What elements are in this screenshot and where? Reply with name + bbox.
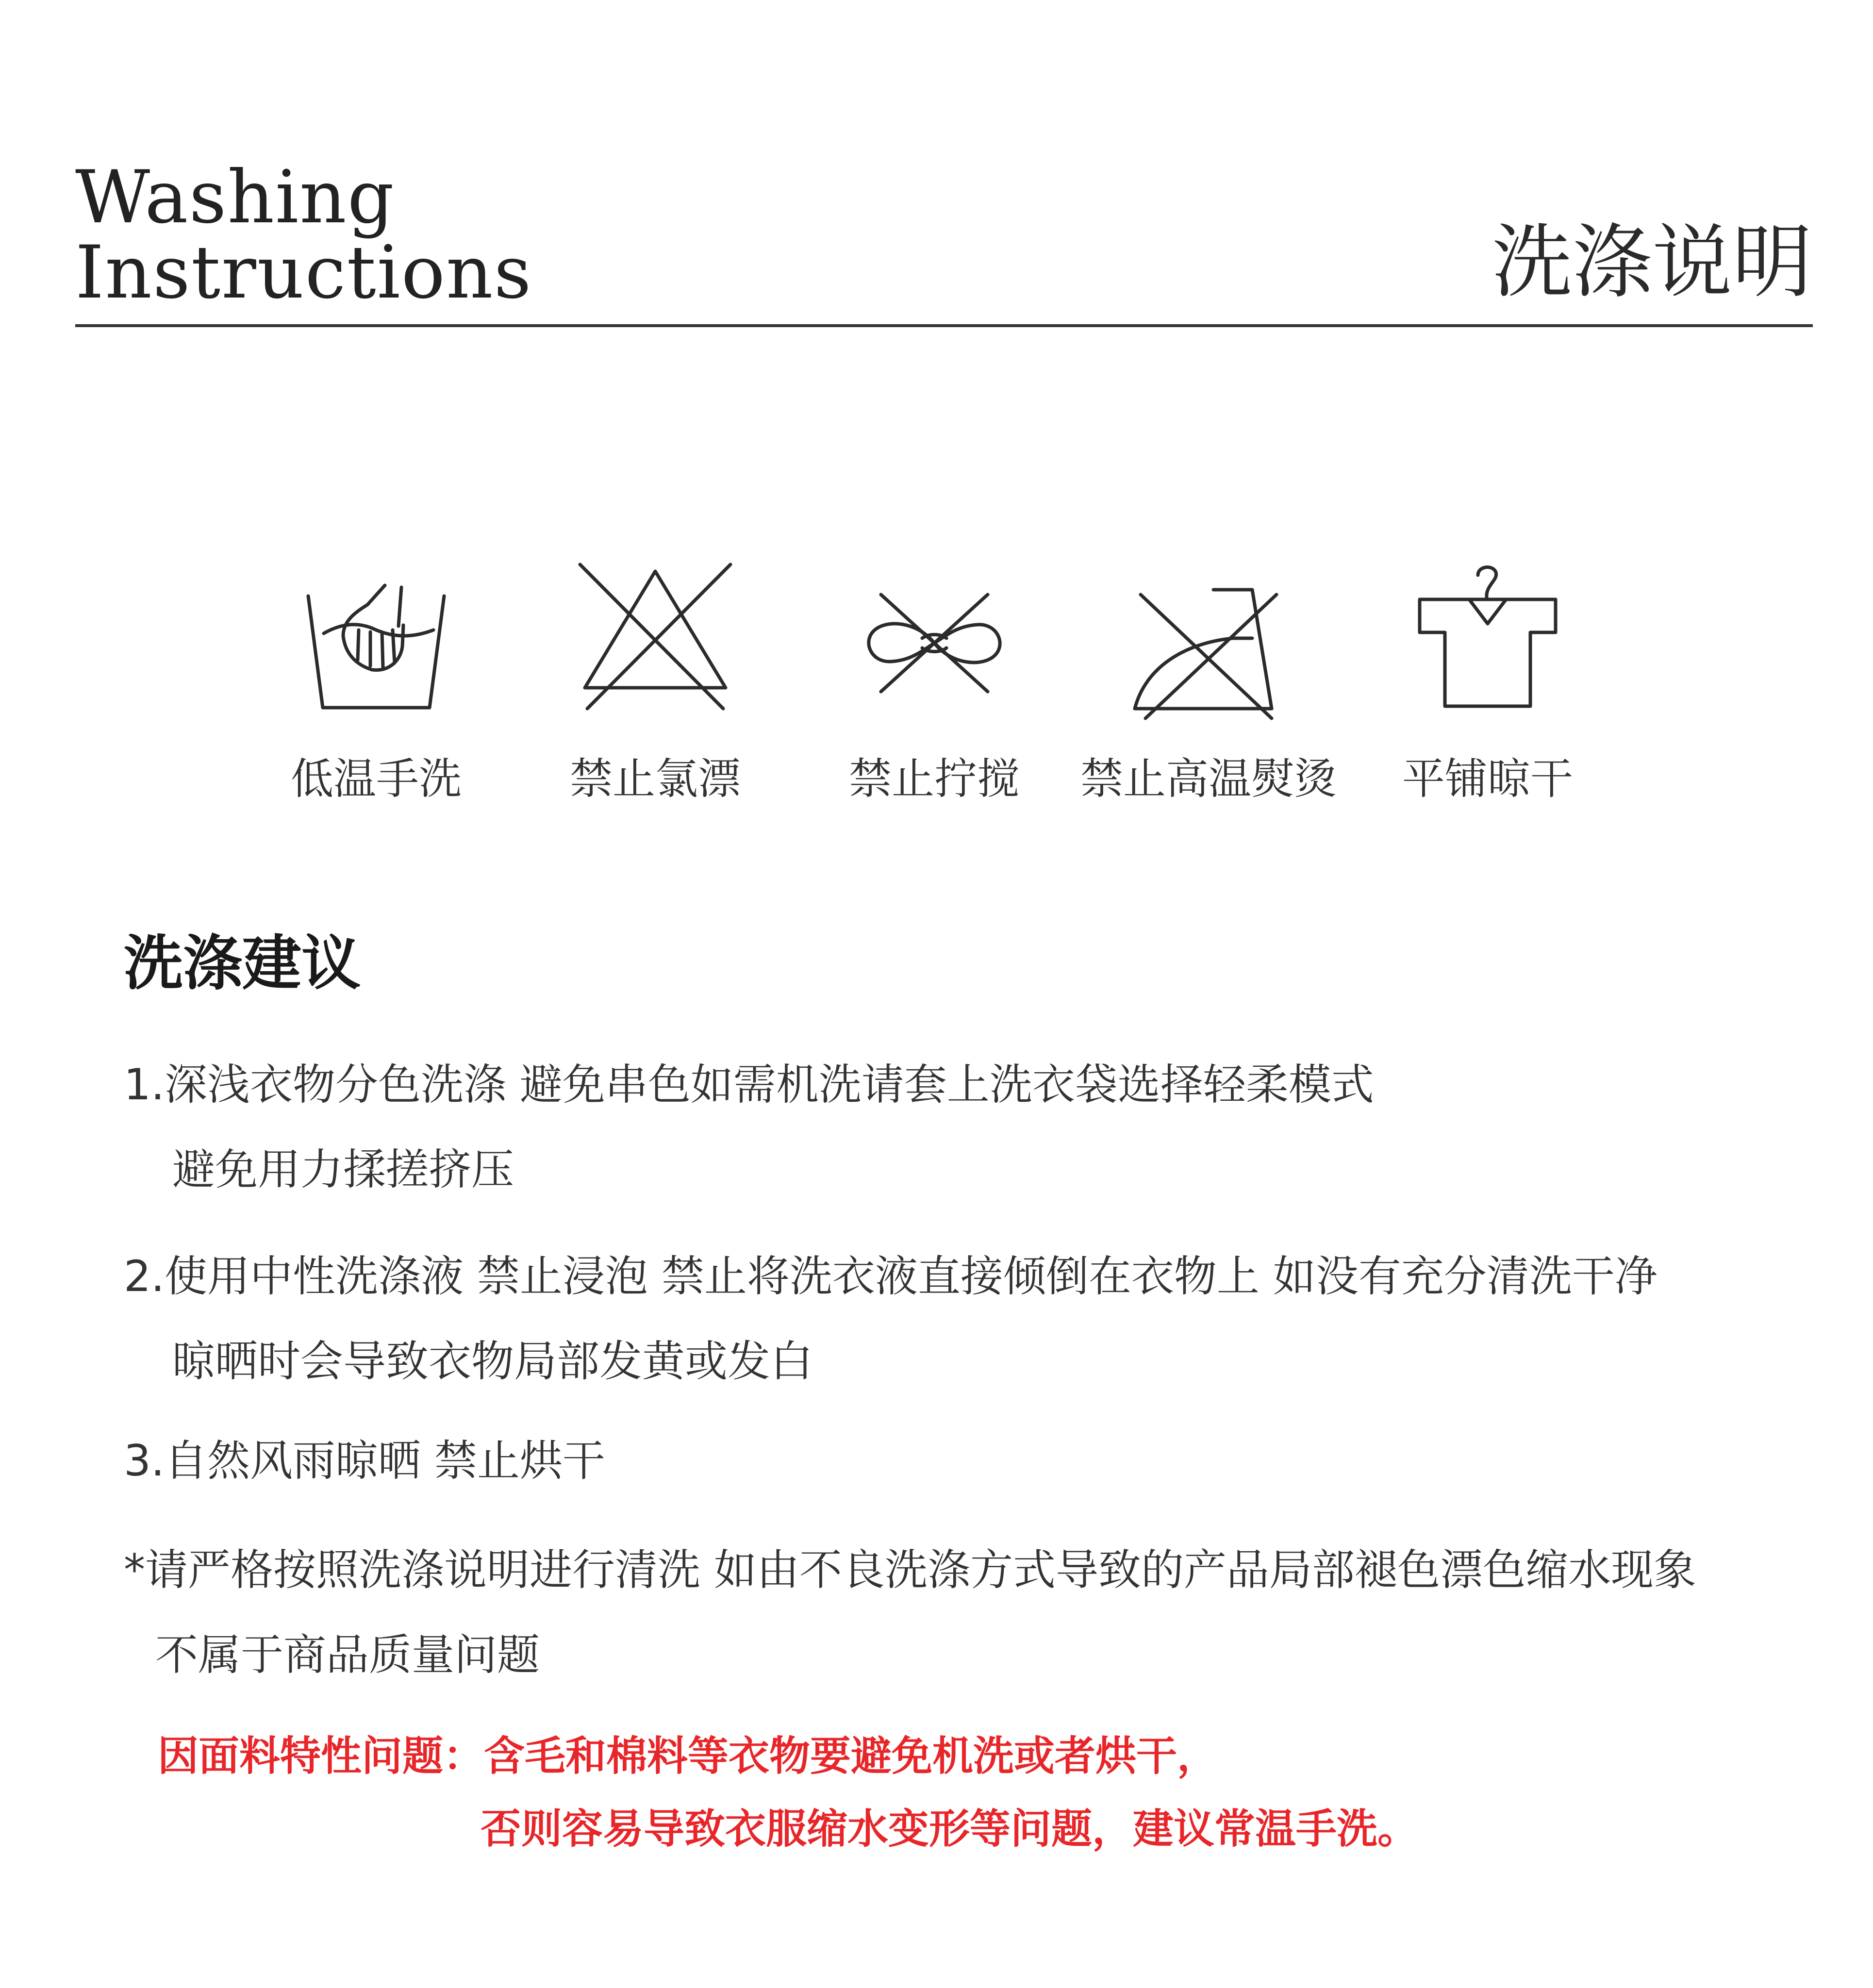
icon-label-dry-flat: 平铺晾干 bbox=[1402, 754, 1574, 804]
advice-item-1-line-2: 避免用力揉搓挤压 bbox=[172, 1144, 514, 1194]
warning-line-2: 否则容易导致衣服缩水变形等问题，建议常温手洗。 bbox=[481, 1805, 1419, 1853]
advice-item-1-line-1: 1.深浅衣物分色洗涤 避免串色如需机洗请套上洗衣袋选择轻柔模式 bbox=[124, 1060, 1374, 1110]
no-chlorine-bleach-icon bbox=[578, 561, 733, 716]
header-divider bbox=[75, 324, 1813, 327]
icon-label-no-bleach: 禁止氯漂 bbox=[569, 754, 741, 804]
hand-wash-low-temp-icon bbox=[298, 568, 454, 723]
icon-label-no-wring: 禁止拧搅 bbox=[848, 754, 1020, 804]
english-title bbox=[75, 155, 532, 315]
icon-label-no-iron: 禁止高温熨烫 bbox=[1080, 754, 1337, 804]
dry-flat-icon bbox=[1410, 561, 1565, 716]
advice-note-line-1: *请严格按照洗涤说明进行清洗 如由不良洗涤方式导致的产品局部褪色漂色缩水现象 bbox=[124, 1545, 1696, 1595]
english-title-line1: Washing bbox=[75, 155, 395, 240]
advice-title: 洗涤建议 bbox=[124, 929, 361, 998]
icon-label-hand-wash: 低温手洗 bbox=[290, 754, 462, 804]
chinese-title: 洗涤说明 bbox=[1492, 215, 1812, 309]
english-title-line2: Instructions bbox=[75, 231, 532, 315]
no-high-temp-iron-icon bbox=[1131, 570, 1286, 726]
advice-item-2-line-1: 2.使用中性洗涤液 禁止浸泡 禁止将洗衣液直接倾倒在衣物上 如没有充分清洗干净 bbox=[124, 1251, 1658, 1301]
advice-note-line-2: 不属于商品质量问题 bbox=[155, 1630, 540, 1680]
advice-item-3: 3.自然风雨晾晒 禁止烘干 bbox=[124, 1436, 605, 1486]
advice-item-2-line-2: 晾晒时会导致衣物局部发黄或发白 bbox=[172, 1336, 813, 1386]
no-wring-icon bbox=[857, 565, 1012, 721]
warning-line-1: 因面料特性问题：含毛和棉料等衣物要避免机洗或者烘干， bbox=[158, 1732, 1218, 1780]
